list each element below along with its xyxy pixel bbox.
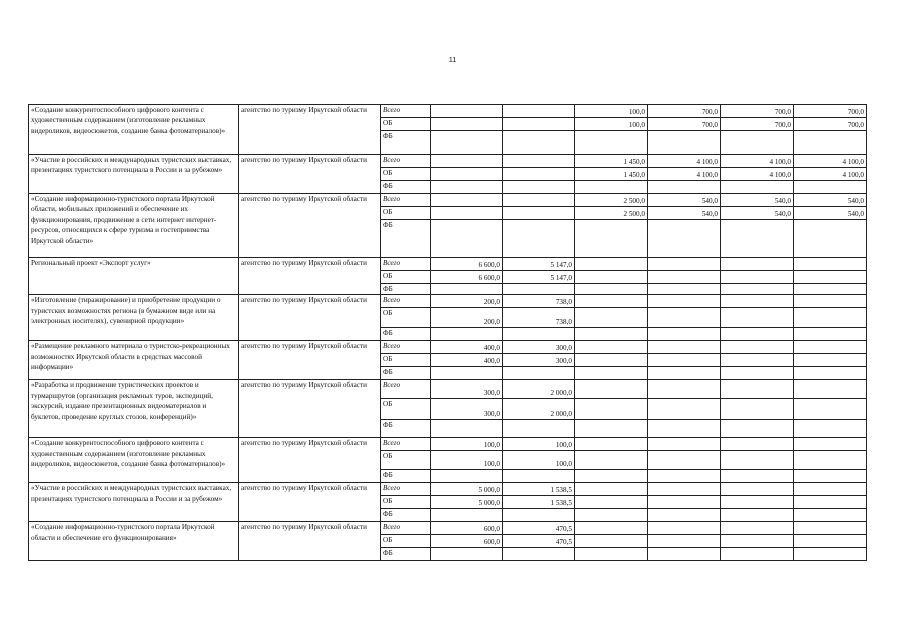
- table-row: [29, 438, 867, 451]
- amount-cell: 700,0: [721, 105, 794, 118]
- amount-cell: [721, 367, 794, 380]
- amount-cell: 4 100,0: [721, 168, 794, 181]
- amount-cell: [721, 483, 794, 496]
- amount-cell: 5 000,0: [431, 496, 503, 509]
- amount-cell: [648, 258, 721, 271]
- funding-source-cell: ОБ: [381, 451, 431, 470]
- amount-cell: 100,0: [431, 451, 503, 470]
- table-row: [29, 380, 867, 399]
- amount-cell: [431, 105, 503, 118]
- measure-name-cell: «Создание конкурентоспособного цифрового контента с художественным содержанием (изготовление рекламных видероликов, видеосюжетов, создание банка фотоматериалов)»: [29, 438, 239, 483]
- funding-source-cell: ФБ: [381, 470, 431, 483]
- funding-source-cell: ОБ: [381, 118, 431, 131]
- table-row: [29, 194, 867, 207]
- amount-cell: 738,0: [503, 308, 575, 328]
- amount-cell: [794, 341, 867, 354]
- amount-cell: [794, 399, 867, 420]
- measure-name-cell: «Создание конкурентоспособного цифрового контента с художественным содержанием (изготовление рекламных видероликов, видеосюжетов, создание банка фотоматериалов)»: [29, 105, 239, 155]
- amount-cell: [503, 194, 575, 207]
- amount-cell: [648, 535, 721, 548]
- amount-cell: [431, 194, 503, 207]
- amount-cell: [503, 181, 575, 194]
- amount-cell: [721, 220, 794, 258]
- measure-name-cell: «Размещение рекламного материала о туристско-рекреационных возможностях Иркутской области в средствах массовой информации»: [29, 341, 239, 380]
- amount-cell: [721, 535, 794, 548]
- funding-source-cell: Всего: [381, 522, 431, 535]
- amount-cell: [575, 496, 648, 509]
- amount-cell: [648, 328, 721, 341]
- table-body: [29, 105, 867, 561]
- amount-cell: [575, 483, 648, 496]
- amount-cell: [575, 131, 648, 155]
- amount-cell: [575, 308, 648, 328]
- amount-cell: [503, 155, 575, 168]
- amount-cell: 4 100,0: [794, 155, 867, 168]
- amount-cell: 300,0: [503, 341, 575, 354]
- amount-cell: [431, 420, 503, 438]
- amount-cell: [721, 548, 794, 561]
- amount-cell: 1 450,0: [575, 155, 648, 168]
- amount-cell: [794, 522, 867, 535]
- amount-cell: 700,0: [648, 105, 721, 118]
- amount-cell: 600,0: [431, 535, 503, 548]
- funding-source-cell: ФБ: [381, 509, 431, 522]
- amount-cell: [648, 548, 721, 561]
- amount-cell: [575, 354, 648, 367]
- amount-cell: 100,0: [503, 438, 575, 451]
- amount-cell: [575, 420, 648, 438]
- amount-cell: [721, 328, 794, 341]
- measure-name-cell: «Разработка и продвижение туристических проектов и турмаршрутов (организация рекламных туров, экспедиций, экскурсий, издание презентационных видеоматериалов и буклетов, проведение круглых столов, конференций)»: [29, 380, 239, 438]
- amount-cell: [575, 181, 648, 194]
- amount-cell: [794, 451, 867, 470]
- funding-source-cell: ОБ: [381, 399, 431, 420]
- amount-cell: [575, 438, 648, 451]
- amount-cell: [794, 308, 867, 328]
- amount-cell: [431, 181, 503, 194]
- amount-cell: [794, 496, 867, 509]
- amount-cell: [648, 181, 721, 194]
- amount-cell: 540,0: [721, 207, 794, 220]
- amount-cell: [794, 420, 867, 438]
- amount-cell: [794, 271, 867, 284]
- amount-cell: [575, 522, 648, 535]
- amount-cell: [575, 258, 648, 271]
- amount-cell: [575, 535, 648, 548]
- amount-cell: [431, 548, 503, 561]
- amount-cell: 540,0: [648, 194, 721, 207]
- amount-cell: [721, 308, 794, 328]
- amount-cell: 4 100,0: [794, 168, 867, 181]
- executor-cell: агентство по туризму Иркутской области: [239, 295, 381, 341]
- amount-cell: 5 000,0: [431, 483, 503, 496]
- funding-source-cell: Всего: [381, 258, 431, 271]
- amount-cell: 540,0: [794, 194, 867, 207]
- executor-cell: агентство по туризму Иркутской области: [239, 258, 381, 295]
- amount-cell: [503, 207, 575, 220]
- amount-cell: [721, 380, 794, 399]
- amount-cell: [503, 367, 575, 380]
- amount-cell: 1 538,5: [503, 483, 575, 496]
- amount-cell: [575, 380, 648, 399]
- amount-cell: 540,0: [794, 207, 867, 220]
- funding-source-cell: Всего: [381, 438, 431, 451]
- amount-cell: 2 500,0: [575, 194, 648, 207]
- amount-cell: [648, 496, 721, 509]
- amount-cell: 100,0: [431, 438, 503, 451]
- funding-source-cell: ОБ: [381, 308, 431, 328]
- amount-cell: [503, 284, 575, 295]
- amount-cell: [575, 328, 648, 341]
- amount-cell: 5 147,0: [503, 258, 575, 271]
- amount-cell: 1 450,0: [575, 168, 648, 181]
- amount-cell: [575, 399, 648, 420]
- amount-cell: [503, 420, 575, 438]
- table-row: [29, 522, 867, 535]
- amount-cell: 700,0: [721, 118, 794, 131]
- amount-cell: [794, 328, 867, 341]
- amount-cell: 700,0: [794, 118, 867, 131]
- funding-source-cell: Всего: [381, 483, 431, 496]
- amount-cell: [794, 535, 867, 548]
- amount-cell: [431, 220, 503, 258]
- amount-cell: 540,0: [721, 194, 794, 207]
- amount-cell: [648, 295, 721, 308]
- amount-cell: [648, 522, 721, 535]
- amount-cell: [648, 438, 721, 451]
- amount-cell: 700,0: [794, 105, 867, 118]
- amount-cell: [721, 451, 794, 470]
- amount-cell: [721, 271, 794, 284]
- page-number: 11: [448, 57, 457, 64]
- amount-cell: [503, 470, 575, 483]
- amount-cell: 2 000,0: [503, 399, 575, 420]
- amount-cell: [431, 118, 503, 131]
- amount-cell: [721, 181, 794, 194]
- amount-cell: [648, 380, 721, 399]
- executor-cell: агентство по туризму Иркутской области: [239, 438, 381, 483]
- amount-cell: [794, 548, 867, 561]
- funding-source-cell: ФБ: [381, 548, 431, 561]
- measure-name-cell: «Участие в российских и международных туристских выставках, презентациях туристского потенциала в России и за рубежом»: [29, 483, 239, 522]
- amount-cell: 470,5: [503, 535, 575, 548]
- amount-cell: 4 100,0: [721, 155, 794, 168]
- amount-cell: [575, 470, 648, 483]
- executor-cell: агентство по туризму Иркутской области: [239, 155, 381, 194]
- amount-cell: [721, 341, 794, 354]
- amount-cell: 200,0: [431, 308, 503, 328]
- amount-cell: 100,0: [503, 451, 575, 470]
- amount-cell: [794, 295, 867, 308]
- amount-cell: [503, 509, 575, 522]
- amount-cell: 738,0: [503, 295, 575, 308]
- amount-cell: [648, 509, 721, 522]
- amount-cell: [794, 284, 867, 295]
- amount-cell: [648, 470, 721, 483]
- measure-name-cell: Региональный проект «Экспорт услуг»: [29, 258, 239, 295]
- amount-cell: 700,0: [648, 118, 721, 131]
- table-row: [29, 295, 867, 308]
- amount-cell: [575, 367, 648, 380]
- amount-cell: [721, 496, 794, 509]
- table-row: [29, 155, 867, 168]
- executor-cell: агентство по туризму Иркутской области: [239, 380, 381, 438]
- amount-cell: [721, 420, 794, 438]
- amount-cell: [575, 295, 648, 308]
- amount-cell: [721, 284, 794, 295]
- amount-cell: 4 100,0: [648, 168, 721, 181]
- executor-cell: агентство по туризму Иркутской области: [239, 522, 381, 561]
- funding-source-cell: Всего: [381, 295, 431, 308]
- amount-cell: [721, 399, 794, 420]
- amount-cell: [431, 470, 503, 483]
- amount-cell: [431, 284, 503, 295]
- amount-cell: [794, 354, 867, 367]
- executor-cell: агентство по туризму Иркутской области: [239, 483, 381, 522]
- amount-cell: [648, 483, 721, 496]
- amount-cell: [794, 380, 867, 399]
- amount-cell: [575, 341, 648, 354]
- amount-cell: [648, 399, 721, 420]
- amount-cell: [721, 522, 794, 535]
- amount-cell: 300,0: [503, 354, 575, 367]
- amount-cell: [575, 220, 648, 258]
- executor-cell: агентство по туризму Иркутской области: [239, 194, 381, 258]
- amount-cell: 2 500,0: [575, 207, 648, 220]
- funding-source-cell: ФБ: [381, 420, 431, 438]
- amount-cell: 540,0: [648, 207, 721, 220]
- amount-cell: 100,0: [575, 118, 648, 131]
- amount-cell: [648, 451, 721, 470]
- amount-cell: 1 538,5: [503, 496, 575, 509]
- amount-cell: [648, 271, 721, 284]
- funding-source-cell: ФБ: [381, 328, 431, 341]
- amount-cell: [431, 207, 503, 220]
- table-row: [29, 341, 867, 354]
- amount-cell: [431, 155, 503, 168]
- amount-cell: 6 600,0: [431, 271, 503, 284]
- funding-source-cell: ФБ: [381, 131, 431, 155]
- amount-cell: [648, 284, 721, 295]
- measure-name-cell: «Изготовление (тиражирование) и приобретение продукции о туристских возможностях региона (в бумажном виде или на электронных носителях), сувенирной продукции»: [29, 295, 239, 341]
- funding-source-cell: ОБ: [381, 354, 431, 367]
- amount-cell: [794, 181, 867, 194]
- funding-source-cell: ФБ: [381, 181, 431, 194]
- amount-cell: [648, 354, 721, 367]
- funding-source-cell: ОБ: [381, 271, 431, 284]
- amount-cell: [721, 258, 794, 271]
- amount-cell: [794, 470, 867, 483]
- amount-cell: [431, 328, 503, 341]
- amount-cell: [794, 220, 867, 258]
- amount-cell: [503, 105, 575, 118]
- amount-cell: [648, 420, 721, 438]
- amount-cell: [503, 328, 575, 341]
- funding-source-cell: ФБ: [381, 220, 431, 258]
- amount-cell: 600,0: [431, 522, 503, 535]
- amount-cell: 2 000,0: [503, 380, 575, 399]
- measure-name-cell: «Участие в российских и международных туристских выставках, презентациях туристского потенциала в России и за рубежом»: [29, 155, 239, 194]
- measure-name-cell: «Создание информационно-туристского портала Иркутской области, мобильных приложений и обеспечение их функционирования, продвижение в сети интернет интернет-ресурсов, относящихся к сфере туризма и гостеприимства Иркутской области»: [29, 194, 239, 258]
- amount-cell: 400,0: [431, 341, 503, 354]
- amount-cell: 6 600,0: [431, 258, 503, 271]
- amount-cell: [648, 367, 721, 380]
- amount-cell: [575, 284, 648, 295]
- amount-cell: [575, 548, 648, 561]
- table-row: [29, 258, 867, 271]
- table-row: [29, 483, 867, 496]
- funding-source-cell: ФБ: [381, 284, 431, 295]
- amount-cell: 300,0: [431, 380, 503, 399]
- executor-cell: агентство по туризму Иркутской области: [239, 105, 381, 155]
- amount-cell: [431, 131, 503, 155]
- amount-cell: 200,0: [431, 295, 503, 308]
- amount-cell: [503, 168, 575, 181]
- amount-cell: [794, 131, 867, 155]
- funding-source-cell: ОБ: [381, 207, 431, 220]
- amount-cell: [503, 131, 575, 155]
- amount-cell: [648, 220, 721, 258]
- funding-source-cell: Всего: [381, 380, 431, 399]
- amount-cell: [721, 131, 794, 155]
- amount-cell: 300,0: [431, 399, 503, 420]
- table-row: [29, 105, 867, 118]
- amount-cell: [721, 438, 794, 451]
- amount-cell: [794, 258, 867, 271]
- amount-cell: [575, 509, 648, 522]
- funding-source-cell: Всего: [381, 155, 431, 168]
- amount-cell: [794, 483, 867, 496]
- amount-cell: [648, 341, 721, 354]
- amount-cell: [431, 168, 503, 181]
- amount-cell: [794, 438, 867, 451]
- budget-table: [28, 104, 867, 561]
- funding-source-cell: ОБ: [381, 168, 431, 181]
- amount-cell: [575, 271, 648, 284]
- funding-source-cell: ФБ: [381, 367, 431, 380]
- amount-cell: 4 100,0: [648, 155, 721, 168]
- amount-cell: [431, 367, 503, 380]
- amount-cell: [721, 470, 794, 483]
- funding-source-cell: Всего: [381, 194, 431, 207]
- amount-cell: 100,0: [575, 105, 648, 118]
- amount-cell: 5 147,0: [503, 271, 575, 284]
- amount-cell: 470,5: [503, 522, 575, 535]
- executor-cell: агентство по туризму Иркутской области: [239, 341, 381, 380]
- amount-cell: [721, 354, 794, 367]
- amount-cell: [431, 509, 503, 522]
- amount-cell: [575, 451, 648, 470]
- amount-cell: [794, 509, 867, 522]
- amount-cell: [794, 367, 867, 380]
- funding-source-cell: ОБ: [381, 535, 431, 548]
- amount-cell: [503, 220, 575, 258]
- amount-cell: [503, 118, 575, 131]
- funding-source-cell: ОБ: [381, 496, 431, 509]
- amount-cell: 400,0: [431, 354, 503, 367]
- amount-cell: [648, 131, 721, 155]
- funding-source-cell: Всего: [381, 105, 431, 118]
- amount-cell: [648, 308, 721, 328]
- amount-cell: [503, 548, 575, 561]
- amount-cell: [721, 295, 794, 308]
- funding-source-cell: Всего: [381, 341, 431, 354]
- measure-name-cell: «Создание информационно-туристского портала Иркутской области и обеспечение его функционирования»: [29, 522, 239, 561]
- amount-cell: [721, 509, 794, 522]
